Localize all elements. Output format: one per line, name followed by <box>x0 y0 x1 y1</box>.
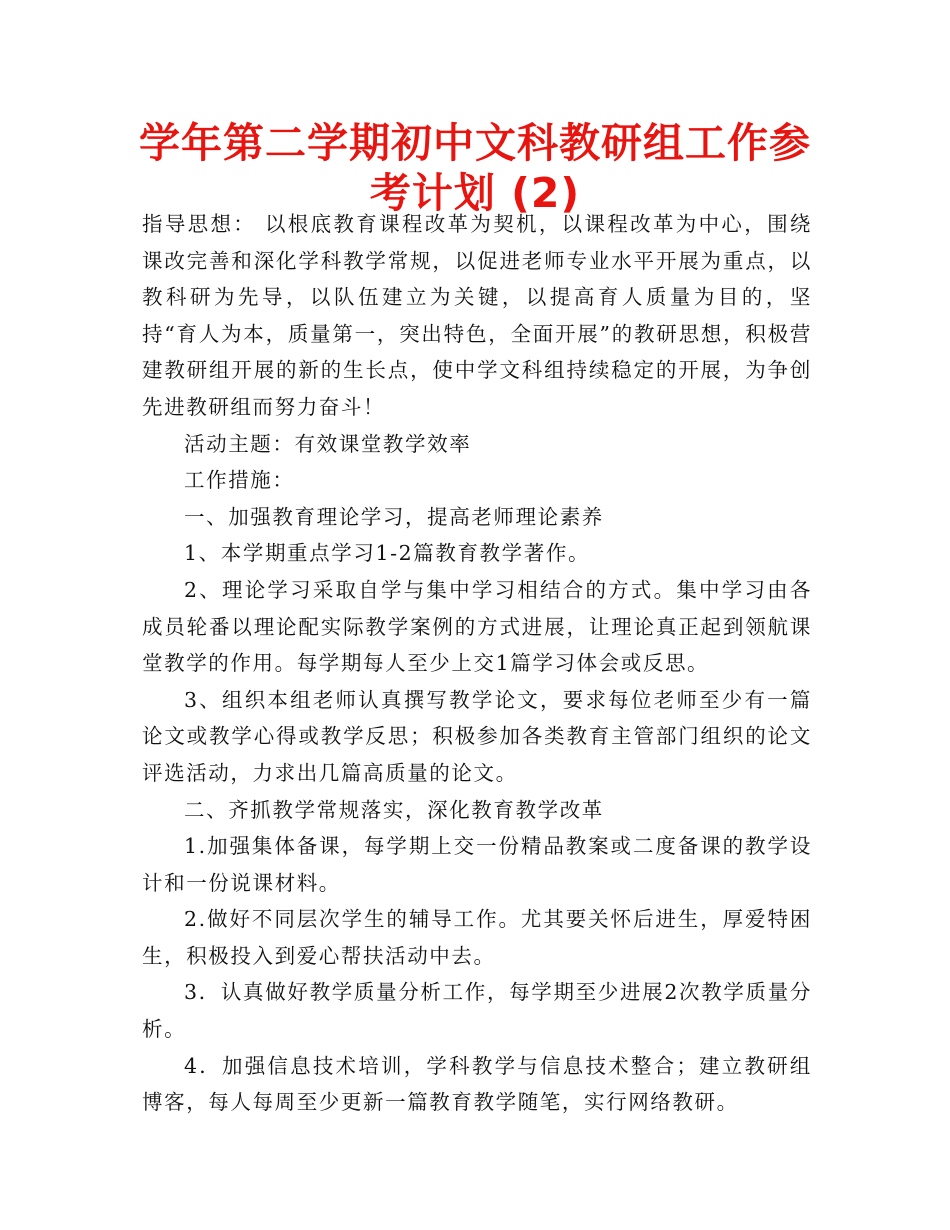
paragraph-item: 1、本学期重点学习1-2篇教育教学著作。 <box>184 541 591 566</box>
paragraph-item: 4．加强信息技术培训，学科教学与信息技术整合；建立教研组博客，每人每周至少更新一篇教育教学随笔，实行网络教研。 <box>142 1053 812 1115</box>
paragraph-activity-theme: 活动主题：有效课堂教学效率 <box>184 431 472 456</box>
paragraph-item: 2、理论学习采取自学与集中学习相结合的方式。集中学习由各成员轮番以理论配实际教学案例的方式进展，让理论真正起到领航课堂教学的作用。每学期每人至少上交1篇学习体会或反思。 <box>142 577 812 676</box>
paragraph-item: 3．认真做好教学质量分析工作，每学期至少进展2次教学质量分析。 <box>142 980 812 1042</box>
section-heading-teaching-routine: 二、齐抓教学常规落实，深化教育教学改革 <box>184 797 604 822</box>
paragraph-item: 3、组织本组老师认真撰写教学论文，要求每位老师至少有一篇论文或教学心得或教学反思；积极参加各类教育主管部门组织的论文评选活动，力求出几篇高质量的论文。 <box>142 687 812 785</box>
paragraph-item: 2.做好不同层次学生的辅导工作。尤其要关怀后进生，厚爱特困生，积极投入到爱心帮扶活动中去。 <box>142 907 812 968</box>
document-title: 学年第二学期初中文科教研组工作参考计划 (2) <box>139 119 811 217</box>
paragraph-work-measures: 工作措施： <box>184 468 295 493</box>
section-heading-theory-study: 一、加强教育理论学习，提高老师理论素养 <box>184 504 604 529</box>
document-body <box>142 206 812 1121</box>
paragraph-item: 1.加强集体备课，每学期上交一份精品教案或二度备课的教学设计和一份说课材料。 <box>142 834 812 895</box>
paragraph-guiding-thought: 指导思想： 以根底教育课程改革为契机，以课程改革为中心，围绕课改完善和深化学科教学常规，以促进老师专业水平开展为重点，以教科研为先导，以队伍建立为关键，以提高育人质量为目的，坚持“育人为本，质量第一，突出特色，全面开展”的教研思想，积极营建教研组开展的新的生长点，使中学文科组持续稳定的开展，为争创先进教研组而努力奋斗！ <box>142 212 812 419</box>
